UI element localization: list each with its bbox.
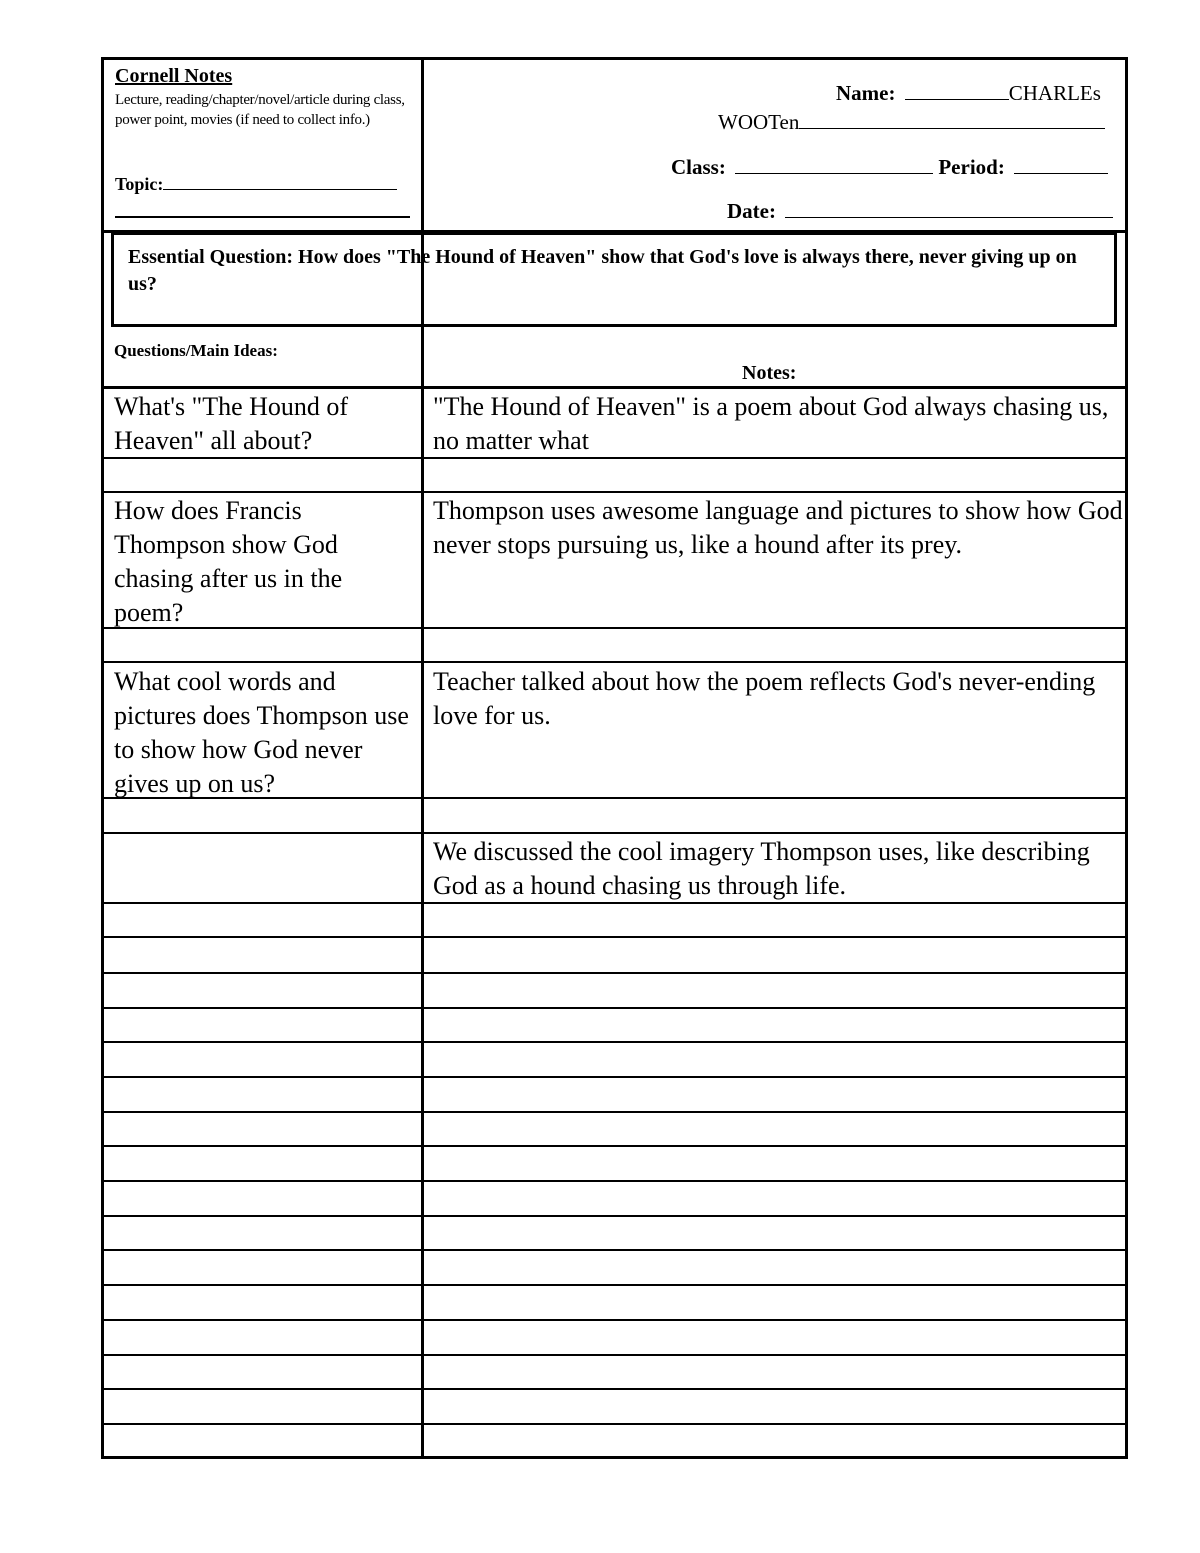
class-input-line	[735, 155, 933, 174]
ruled-line	[104, 832, 1128, 834]
date-input-line	[785, 199, 1113, 218]
ruled-line	[104, 1145, 1128, 1147]
topic-label: Topic:	[115, 174, 164, 194]
class-label: Class:	[671, 155, 726, 179]
date-field	[727, 199, 1113, 224]
ruled-line	[104, 1423, 1128, 1425]
ruled-line	[104, 1041, 1128, 1043]
note-row-4: We discussed the cool imagery Thompson uses, like describing God as a hound chasing us through life.	[433, 837, 1090, 900]
ruled-line	[104, 1111, 1128, 1113]
page-title: Cornell Notes	[115, 65, 233, 87]
question-row-2: How does Francis Thompson show God chasing after us in the poem?	[114, 496, 343, 627]
questions-header: Questions/Main Ideas:	[114, 341, 278, 360]
name-field	[836, 81, 1101, 106]
name-value-last: WOOTen	[718, 110, 800, 134]
ruled-line	[104, 491, 1128, 493]
essential-question: Essential Question: How does "The Hound of Heaven" show that God's love is always there, never giving up on us?	[128, 246, 1077, 295]
ruled-line	[104, 661, 1128, 663]
name-input-line-2	[799, 110, 1105, 129]
ruled-line	[104, 1319, 1128, 1321]
question-box-mask	[114, 235, 1114, 324]
topic-field	[115, 171, 397, 195]
notes-header: Notes:	[742, 362, 797, 384]
ruled-line	[104, 1249, 1128, 1251]
ruled-line	[104, 1215, 1128, 1217]
name-value-first: CHARLEs	[1008, 81, 1101, 105]
name-label: Name:	[836, 81, 896, 105]
question-row-1: What's "The Hound of Heaven" all about?	[114, 392, 349, 455]
ruled-line	[104, 936, 1128, 938]
period-label: Period:	[938, 155, 1005, 179]
name-field-continued	[718, 110, 1105, 135]
date-label: Date:	[727, 199, 776, 223]
period-input-line	[1014, 155, 1108, 174]
ruled-line	[104, 1076, 1128, 1078]
note-row-1: "The Hound of Heaven" is a poem about God always chasing us, no matter what	[433, 392, 1109, 455]
ruled-line	[104, 1354, 1128, 1356]
topic-input-line	[163, 171, 397, 190]
columns-header-divider	[104, 386, 1128, 389]
topic-second-line	[115, 216, 410, 218]
class-field	[671, 155, 1108, 180]
question-row-3: What cool words and pictures does Thompson use to show how God never gives up on us?	[114, 667, 409, 798]
subtitle: Lecture, reading/chapter/novel/article during class, power point, movies (if need to collect info.)	[115, 92, 405, 128]
note-row-2: Thompson uses awesome language and pictures to show how God never stops pursuing us, like a hound after its prey.	[433, 496, 1123, 559]
name-input-line	[905, 81, 1009, 100]
ruled-line	[104, 1388, 1128, 1390]
cornell-notes-sheet	[101, 57, 1128, 1459]
note-row-3: Teacher talked about how the poem reflects God's never-ending love for us.	[433, 667, 1096, 730]
ruled-line	[104, 1180, 1128, 1182]
ruled-line	[104, 972, 1128, 974]
ruled-line	[104, 1284, 1128, 1286]
ruled-line	[104, 1007, 1128, 1009]
